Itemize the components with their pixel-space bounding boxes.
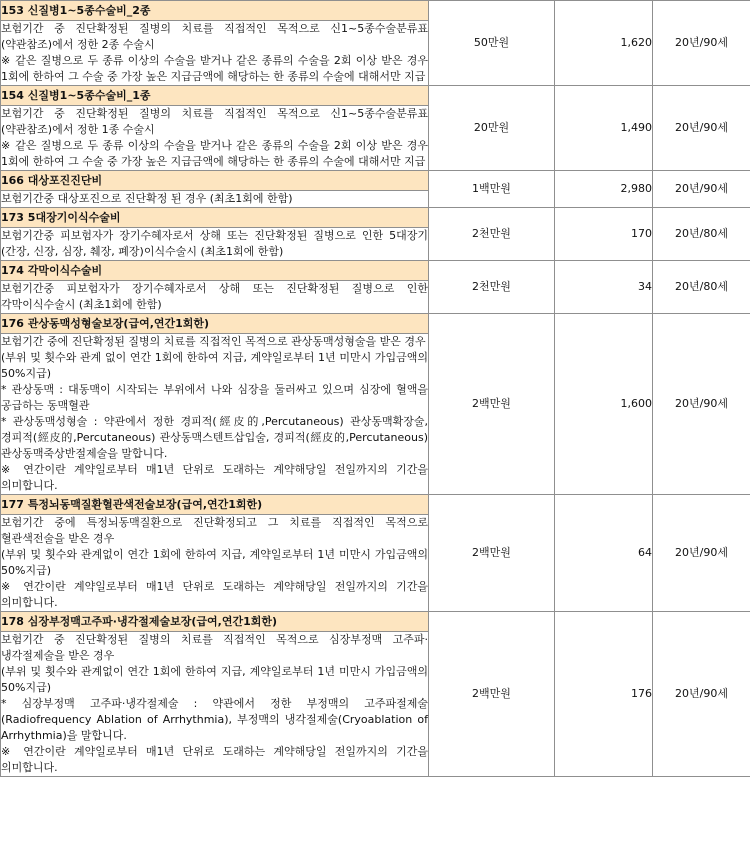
coverage-term: 20년/90세 (653, 1, 750, 86)
coverage-title-row (1, 261, 750, 281)
coverage-title: 153 신질병1~5종수술비_2종 (1, 1, 429, 21)
coverage-term: 20년/80세 (653, 208, 750, 261)
coverage-premium: 170 (555, 208, 653, 261)
coverage-title: 178 심장부정맥고주파·냉각절제술보장(급여,연간1회한) (1, 612, 429, 632)
coverage-description-line: 보험기간중 피보험자가 장기수혜자로서 상해 또는 진단확정된 질병으로 인한 5대장기(간장, 신장, 심장, 췌장, 폐장)이식수술시 (최초1회에 한함) (1, 229, 428, 258)
coverage-title-row (1, 314, 750, 334)
coverage-amount: 2백만원 (429, 495, 555, 612)
coverage-term: 20년/90세 (653, 86, 750, 171)
coverage-description (1, 191, 429, 208)
coverage-description-line: ※ 연간이란 계약일로부터 매1년 단위로 도래하는 계약해당일 전일까지의 기간을 의미합니다. (1, 745, 428, 774)
coverage-description-line: ※ 같은 질병으로 두 종류 이상의 수술을 받거나 같은 종류의 수술을 2회 이상 받은 경우 1회에 한하여 그 수술 중 가장 높은 지급금액에 해당하는 한 종류의 수술에 대해서만 지급 (1, 139, 428, 168)
coverage-premium: 1,620 (555, 1, 653, 86)
coverage-description (1, 632, 429, 777)
coverage-title-row (1, 171, 750, 191)
coverage-description-line: 보험기간 중에 진단확정된 질병의 치료를 직접적인 목적으로 관상동맥성형술을 받은 경우 (1, 335, 426, 348)
coverage-amount: 20만원 (429, 86, 555, 171)
coverage-amount: 2천만원 (429, 261, 555, 314)
coverage-description (1, 334, 429, 495)
coverage-title: 177 특정뇌동맥질환혈관색전술보장(급여,연간1회한) (1, 495, 429, 515)
coverage-premium: 1,600 (555, 314, 653, 495)
coverage-term: 20년/90세 (653, 495, 750, 612)
coverage-description-line: ※ 같은 질병으로 두 종류 이상의 수술을 받거나 같은 종류의 수술을 2회 이상 받은 경우 1회에 한하여 그 수술 중 가장 높은 지급금액에 해당하는 한 종류의 수술에 대해서만 지급 (1, 54, 428, 83)
coverage-term: 20년/90세 (653, 314, 750, 495)
coverage-title: 166 대상포진진단비 (1, 171, 429, 191)
coverage-description-line: (부위 및 횟수와 관계 없이 연간 1회에 한하여 지급, 계약일로부터 1년 미만시 가입금액의 50%지급) (1, 351, 428, 380)
coverage-title-row (1, 495, 750, 515)
coverage-description-line: 보험기간 중에 특정뇌동맥질환으로 진단확정되고 그 치료를 직접적인 목적으로 혈관색전술을 받은 경우 (1, 516, 428, 545)
coverage-description-line: * 관상동맥 : 대동맥이 시작되는 부위에서 나와 심장을 둘러싸고 있으며 심장에 혈액을 공급하는 동맥혈관 (1, 383, 428, 412)
coverage-description (1, 106, 429, 171)
coverage-amount: 2백만원 (429, 612, 555, 777)
coverage-premium: 34 (555, 261, 653, 314)
coverage-description (1, 281, 429, 314)
coverage-description-line: * 관상동맥성형술 : 약관에서 정한 경피적(經皮的,Percutaneous) 관상동맥확장술, 경피적(經皮的,Percutaneous) 관상동맥스텐트삽입술, 경피적(經皮的,Percutaneous) 관상동맥죽상반절제술을 말합니다. (1, 415, 428, 460)
coverage-term: 20년/90세 (653, 171, 750, 208)
coverage-description (1, 515, 429, 612)
coverage-amount: 50만원 (429, 1, 555, 86)
coverage-description-line: 보험기간중 피보험자가 장기수혜자로서 상해 또는 진단확정된 질병으로 인한 각막이식수술시 (최초1회에 한함) (1, 282, 428, 311)
coverage-title: 176 관상동맥성형술보장(급여,연간1회한) (1, 314, 429, 334)
coverage-amount: 2백만원 (429, 314, 555, 495)
coverage-description-line: 보험기간 중 진단확정된 질병의 치료를 직접적인 목적으로 심장부정맥 고주파·냉각절제술을 받은 경우 (1, 633, 428, 662)
coverage-description-line: (부위 및 횟수와 관계없이 연간 1회에 한하여 지급, 계약일로부터 1년 미만시 가입금액의 50%지급) (1, 548, 428, 577)
coverage-description-line: 보험기간 중 진단확정된 질병의 치료를 직접적인 목적으로 신1~5종수술분류표(약관참조)에서 정한 1종 수술시 (1, 107, 428, 136)
coverage-title: 173 5대장기이식수술비 (1, 208, 429, 228)
coverage-premium: 1,490 (555, 86, 653, 171)
coverage-premium: 64 (555, 495, 653, 612)
coverage-term: 20년/90세 (653, 612, 750, 777)
coverage-description-line: ※ 연간이란 계약일로부터 매1년 단위로 도래하는 계약해당일 전일까지의 기간을 의미합니다. (1, 580, 428, 609)
coverage-description-line: 보험기간 중 진단확정된 질병의 치료를 직접적인 목적으로 신1~5종수술분류표(약관참조)에서 정한 2종 수술시 (1, 22, 428, 51)
coverage-description (1, 228, 429, 261)
coverage-title-row (1, 1, 750, 21)
coverage-title-row (1, 612, 750, 632)
coverage-title: 174 각막이식수술비 (1, 261, 429, 281)
coverage-title: 154 신질병1~5종수술비_1종 (1, 86, 429, 106)
coverage-premium: 176 (555, 612, 653, 777)
coverage-description-line: (부위 및 횟수와 관계없이 연간 1회에 한하여 지급, 계약일로부터 1년 미만시 가입금액의 50%지급) (1, 665, 428, 694)
coverage-term: 20년/80세 (653, 261, 750, 314)
coverage-description-line: 보험기간중 대상포진으로 진단확정 된 경우 (최초1회에 한함) (1, 192, 293, 205)
coverage-premium: 2,980 (555, 171, 653, 208)
coverage-table-body (1, 1, 750, 777)
coverage-description-line: * 심장부정맥 고주파·냉각절제술 : 약관에서 정한 부정맥의 고주파절제술(Radiofrequency Ablation of Arrhythmia), 부정맥의 냉각절제술(Cryoablation of Arrhythmia)을 말합니다. (1, 697, 428, 742)
coverage-title-row (1, 208, 750, 228)
coverage-description (1, 21, 429, 86)
coverage-amount: 2천만원 (429, 208, 555, 261)
coverage-description-line: ※ 연간이란 계약일로부터 매1년 단위로 도래하는 계약해당일 전일까지의 기간을 의미합니다. (1, 463, 428, 492)
coverage-title-row (1, 86, 750, 106)
coverage-amount: 1백만원 (429, 171, 555, 208)
